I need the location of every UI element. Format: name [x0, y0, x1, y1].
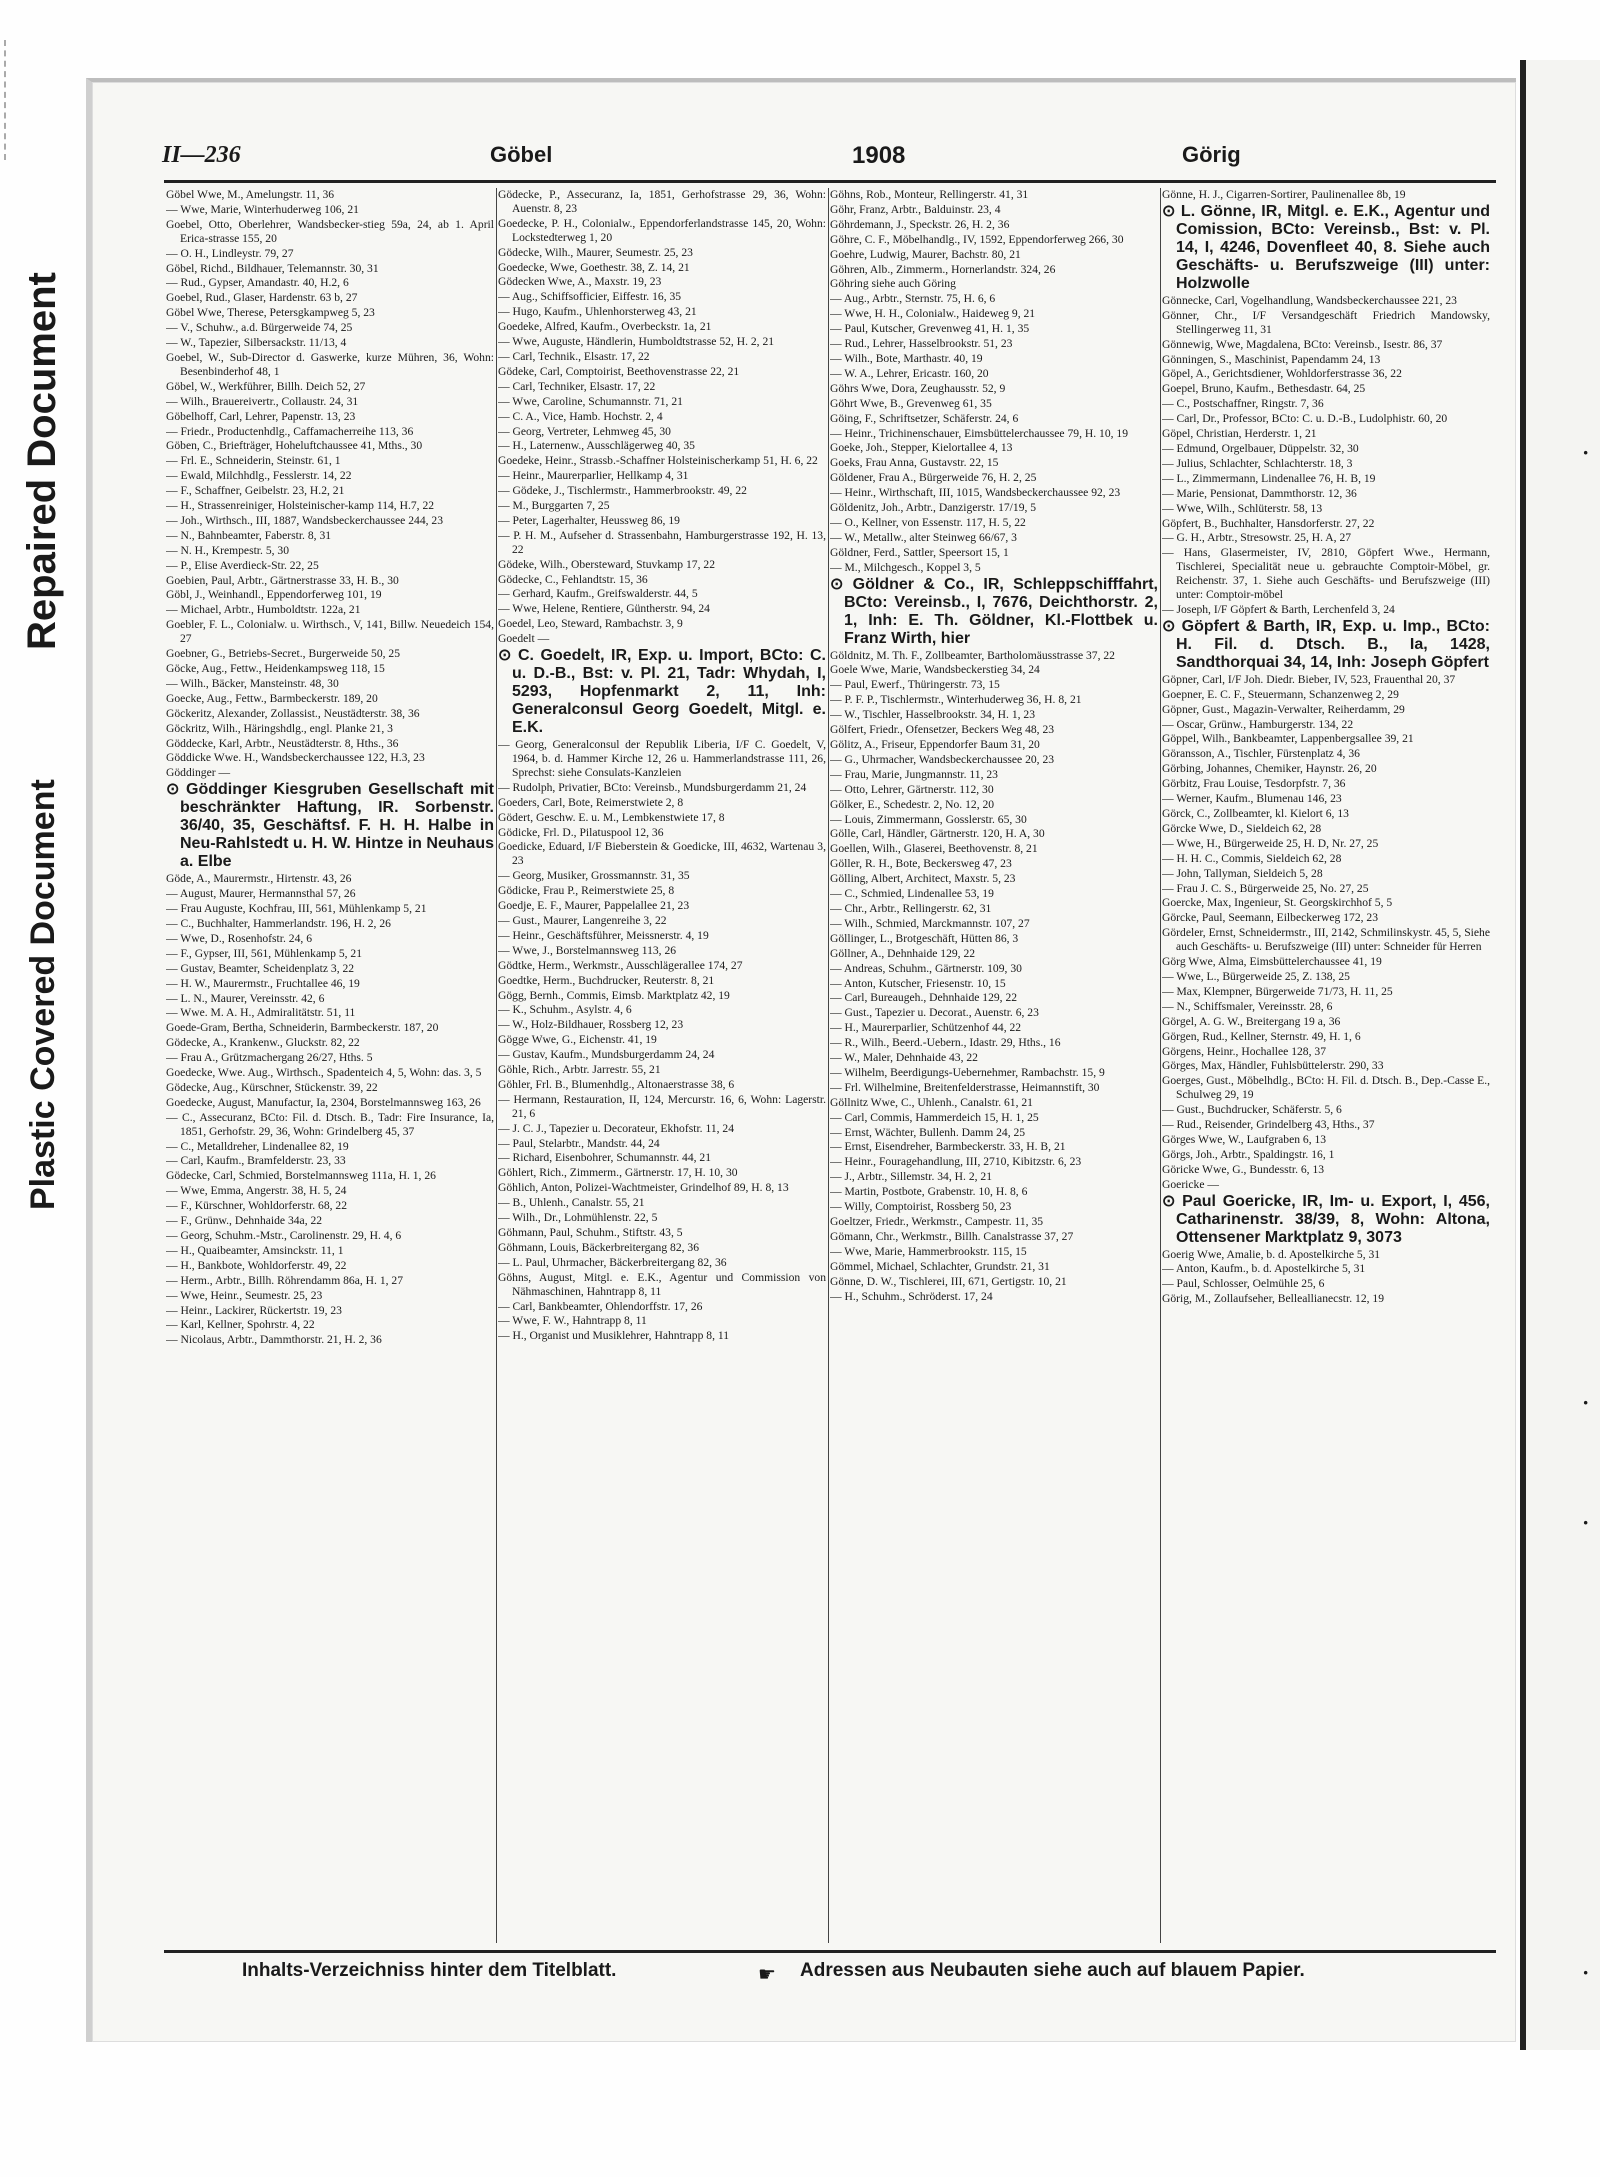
directory-entry: — Gust., Tapezier u. Decorat., Auenstr. 6, 23	[830, 1006, 1039, 1020]
header-last-name: Görig	[1182, 142, 1241, 167]
column-2	[498, 188, 826, 1943]
directory-entry: — Carl, Technik., Elsastr. 17, 22	[498, 349, 650, 363]
directory-entry: — H., Schuhm., Schröderst. 17, 24	[830, 1289, 993, 1303]
directory-entry: — Georg, Schuhm.-Mstr., Carolinenstr. 29, H. 4, 6	[166, 1229, 402, 1242]
directory-entry: Goedelt —	[498, 632, 550, 646]
directory-entry: Göhren, Alb., Zimmerm., Hornerlandstr. 324, 26	[830, 262, 1056, 276]
directory-entry: — Wwe, H., Bürgerweide 25, H. D, Nr. 27, 25	[1162, 836, 1379, 850]
header-year: 1908	[852, 142, 906, 169]
directory-entry: — N. H., Krempestr. 5, 30	[166, 543, 290, 557]
directory-entry: — Wilh., Schmied, Marckmannstr. 107, 27	[830, 916, 1030, 930]
directory-entry: Görcke, Paul, Seemann, Eilbeckerweg 172, 23	[1162, 911, 1379, 925]
directory-entry: — K., Schuhm., Asylstr. 4, 6	[498, 1003, 632, 1017]
directory-entry: Gödecke, P., Assecuranz, Ia, 1851, Gerhofstrasse 29, 36, Wohn: Auenstr. 8, 23	[498, 188, 826, 215]
directory-entry: Göhns, Rob., Monteur, Rellingerstr. 41, 31	[830, 188, 1029, 201]
directory-entry: — O. H., Lindleystr. 79, 27	[166, 246, 294, 260]
directory-entry: Gölle, Carl, Händler, Gärtnerstr. 120, H. A, 30	[830, 827, 1045, 841]
directory-entry: — C., Postschaffner, Ringstr. 7, 36	[1162, 397, 1324, 411]
directory-entry: — Hans, Glasermeister, IV, 2810, Göpfert Wwe., Hermann, Tischlerei, Specialität neue u. gebrauchte Comptoir-Möbel, gr. Reichenstr. 37, 1. Siehe auch Geschäfts- und Berufszweige (III) unter: Comptoir-möbel	[1162, 546, 1490, 602]
directory-entry: Göransson, A., Tischler, Fürstenplatz 4, 36	[1162, 747, 1360, 761]
directory-entry: Göhle, Rich., Arbtr. Jarrestr. 55, 21	[498, 1063, 661, 1077]
directory-entry: — Aug., Schiffsofficier, Eiffestr. 16, 35	[498, 290, 682, 304]
directory-entry: Goeders, Carl, Bote, Reimerstwiete 2, 8	[498, 795, 684, 809]
directory-entry: Gödeke, Wilh., Obersteward, Stuvkamp 17, 22	[498, 557, 715, 571]
directory-entry: — Ernst, Eisendreher, Barmbeckerstr. 33, H. B, 21	[830, 1140, 1066, 1154]
directory-entry: — Richard, Eisenbohrer, Schumannstr. 44, 21	[498, 1151, 712, 1165]
directory-entry: — L., Zimmermann, Lindenallee 76, H. B, 19	[1162, 471, 1376, 485]
directory-entry: — Chr., Arbtr., Rellingerstr. 62, 31	[830, 901, 992, 915]
directory-entry: Gönne, D. W., Tischlerei, III, 671, Gertigstr. 10, 21	[830, 1274, 1067, 1288]
directory-entry: — C., Assecuranz, BCto: Fil. d. Dtsch. B., Tadr: Fire Insurance, Ia, 1851, Gerhofstr. 29, 36, Wohn: Grindelberg 45, 37	[166, 1110, 494, 1138]
directory-entry: — H., Quaibeamter, Amsinckstr. 11, 1	[166, 1243, 344, 1257]
directory-entry: Gönner, Chr., I/F Versandgeschäft Friedrich Mandowsky, Stellingerweg 11, 31	[1162, 308, 1490, 336]
directory-entry: Göllnitz Wwe, C., Uhlenh., Canalstr. 61, 21	[830, 1095, 1033, 1109]
directory-entry: — Rud., Gypser, Amandastr. 40, H.2, 6	[166, 276, 349, 290]
directory-entry: — G., Uhrmacher, Wandsbeckerchaussee 20, 23	[830, 752, 1055, 766]
directory-entry: — Heinr., Geschäftsführer, Meissnerstr. 4, 19	[498, 928, 709, 942]
directory-entry: Göller, R. H., Bote, Beckersweg 47, 23	[830, 857, 1012, 871]
directory-entry: Gödecke, Carl, Schmied, Borstelmannsweg 111a, H. 1, 26	[166, 1169, 436, 1183]
page-number: II—236	[162, 142, 241, 168]
directory-entry: — Ernst, Wächter, Bullenh. Damm 24, 25	[830, 1125, 1026, 1139]
directory-entry: — C., Metalldreher, Lindenallee 82, 19	[166, 1139, 349, 1153]
directory-entry: Göldner, Ferd., Sattler, Speersort 15, 1	[830, 545, 1009, 559]
directory-entry: Göbl, J., Weinhandl., Eppendorferweg 101, 19	[166, 588, 382, 602]
directory-entry: — C., Schmied, Lindenallee 53, 19	[830, 887, 994, 901]
directory-entry: Göldenitz, Joh., Arbtr., Danzigerstr. 17/19, 5	[830, 501, 1037, 515]
footer-new-buildings-note: Adressen aus Neubauten siehe auch auf blauem Papier.	[800, 1960, 1305, 1981]
directory-entry: — Max, Klempner, Bürgerweide 71/73, H. 11, 25	[1162, 984, 1393, 998]
directory-entry: — Gerhard, Kaufm., Greifswalderstr. 44, 5	[498, 587, 698, 601]
directory-entry: Göhlich, Anton, Polizei-Wachtmeister, Grindelhof 89, H. 8, 13	[498, 1181, 789, 1195]
directory-entry: Goebler, F. L., Colonialw. u. Wirthsch., V, 141, Billw. Neuedeich 154, 27	[166, 618, 494, 646]
directory-entry: Görcke Wwe, D., Sieldeich 62, 28	[1162, 821, 1322, 835]
column-3	[830, 188, 1158, 1943]
directory-entry: Goedtke, Herm., Buchdrucker, Reuterstr. 8, 21	[498, 973, 715, 987]
directory-entry: — Paul, Kutscher, Grevenweg 41, H. 1, 35	[830, 322, 1030, 336]
directory-entry: — Heinr., Maurerparlier, Hellkamp 4, 31	[498, 469, 689, 483]
directory-entry: Gödecke, C., Fehlandtstr. 15, 36	[498, 572, 648, 586]
directory-entry: Göhring siehe auch Göring	[830, 277, 956, 291]
directory-entry: — Peter, Lagerhalter, Heussweg 86, 19	[498, 513, 680, 527]
directory-entry: Göckeritz, Alexander, Zollassist., Neustädterstr. 38, 36	[166, 706, 420, 720]
directory-entry: — Ewald, Milchhdlg., Fesslerstr. 14, 22	[166, 469, 352, 483]
repaired-document-label: Repaired Document	[20, 272, 64, 650]
directory-entry: — Martin, Postbote, Grabenstr. 10, H. 8, 6	[830, 1185, 1028, 1199]
directory-entry: Göhrdemann, J., Speckstr. 26, H. 2, 36	[830, 217, 1010, 231]
directory-entry: Gömann, Chr., Werkmstr., Billh. Canalstrasse 37, 27	[830, 1229, 1074, 1243]
directory-entry: — Rud., Reisender, Grindelberg 43, Hths., 37	[1162, 1118, 1375, 1132]
directory-entry: — Heinr., Fouragehandlung, III, 2710, Kibitzstr. 6, 23	[830, 1155, 1082, 1169]
side-label	[18, 120, 76, 1240]
directory-entry: — C., Buchhalter, Hammerlandstr. 196, H. 2, 26	[166, 916, 391, 930]
directory-entry: — Friedr., Productenhdlg., Caffamacherreihe 113, 36	[166, 424, 414, 438]
directory-entry: Goedeke, Alfred, Kaufm., Overbeckstr. 1a, 21	[498, 320, 712, 334]
directory-entry: — C. A., Vice, Hamb. Hochstr. 2, 4	[498, 409, 663, 423]
directory-entry: Gödtke, Herm., Werkmstr., Ausschlägerallee 174, 27	[498, 958, 743, 972]
directory-entry: — Paul, Schlosser, Oelmühle 25, 6	[1162, 1277, 1325, 1291]
directory-entry: Goeks, Frau Anna, Gustavstr. 22, 15	[830, 456, 999, 470]
directory-entry: Göhre, C. F., Möbelhandlg., IV, 1592, Eppendorferweg 266, 30	[830, 232, 1124, 246]
directory-page	[86, 78, 1516, 2042]
directory-entry: Göldener, Frau A., Bürgerweide 76, H. 2, 25	[830, 471, 1037, 485]
directory-entry: Gögge Wwe, G., Eichenstr. 41, 19	[498, 1033, 657, 1047]
directory-entry: — Wwe, Wilh., Schlüterstr. 58, 13	[1162, 501, 1323, 515]
directory-entry: — Anton, Kutscher, Friesenstr. 10, 15	[830, 976, 1006, 990]
directory-entry: Goedicke, Eduard, I/F Bieberstein & Goedicke, III, 4632, Wartenau 3, 23	[498, 840, 826, 868]
directory-entry: Görges, Max, Händler, Fuhlsbüttelerstr. 290, 33	[1162, 1059, 1384, 1073]
directory-entry: — J., Arbtr., Sillemstr. 34, H. 2, 21	[830, 1170, 993, 1184]
directory-entry: Göllinger, L., Brotgeschäft, Hütten 86, 3	[830, 931, 1019, 945]
directory-entry: Gödert, Geschw. E. u. M., Lembkenstwiete 17, 8	[498, 810, 725, 824]
directory-entry: — Heinr., Wirthschaft, III, 1015, Wandsbeckerchaussee 92, 23	[830, 486, 1121, 500]
directory-entry: Göpner, Gust., Magazin-Verwalter, Reiherdamm, 29	[1162, 702, 1405, 716]
directory-entry: — Anton, Kaufm., b. d. Apostelkirche 5, 31	[1162, 1262, 1366, 1276]
directory-entry: Göbel, Richd., Bildhauer, Telemannstr. 30, 31	[166, 261, 379, 275]
directory-entry: — Gödeke, J., Tischlermstr., Hammerbrookstr. 49, 22	[498, 484, 747, 498]
directory-entry: Göppel, Wilh., Bankbeamter, Lappenbergsallee 39, 21	[1162, 732, 1414, 746]
directory-entry: — Frl. E., Schneiderin, Steinstr. 61, 1	[166, 454, 341, 468]
directory-entry: — Frau A., Grützmachergang 26/27, Hths. 5	[166, 1051, 373, 1065]
directory-entry: Göddicke Wwe. H., Wandsbeckerchaussee 122, H.3, 23	[166, 751, 425, 765]
plastic-covered-label: Plastic Covered Document	[24, 779, 62, 1210]
directory-entry: Göddinger —	[166, 766, 231, 780]
directory-entry: — H., Strassenreiniger, Holsteinischer-kamp 114, H.7, 22	[166, 499, 435, 513]
directory-entry: Göhler, Frl. B., Blumenhdlg., Altonaerstrasse 38, 6	[498, 1077, 735, 1091]
directory-entry: — Wwe, Marie, Hammerbrookstr. 115, 15	[830, 1244, 1027, 1258]
directory-entry: Görgel, A. G. W., Breitergang 19 a, 36	[1162, 1014, 1341, 1028]
directory-entry: — R., Wilh., Beerd.-Uebern., Idastr. 29, Hths., 16	[830, 1036, 1061, 1050]
directory-entry: — Aug., Arbtr., Sternstr. 75, H. 6, 6	[830, 292, 996, 306]
directory-entry: — Wwe, H. H., Colonialw., Haideweg 9, 21	[830, 307, 1036, 321]
directory-entry: Goebel, Otto, Oberlehrer, Wandsbecker-stieg 59a, 24, ab 1. April Erica-strasse 155, 20	[166, 217, 494, 245]
directory-entry: — Joh., Wirthsch., III, 1887, Wandsbeckerchaussee 244, 23	[166, 513, 444, 527]
directory-entry: — H. H. C., Commis, Sieldeich 62, 28	[1162, 851, 1342, 865]
directory-entry: Göpel, Christian, Herderstr. 1, 21	[1162, 427, 1317, 441]
directory-entry: — Marie, Pensionat, Dammthorstr. 12, 36	[1162, 486, 1357, 500]
directory-entry: Göricke Wwe, G., Bundesstr. 6, 13	[1162, 1162, 1325, 1176]
directory-entry: Göhrt Wwe, B., Grevenweg 61, 35	[830, 396, 992, 410]
directory-entry: — F., Grünw., Dehnhaide 34a, 22	[166, 1214, 323, 1228]
directory-entry: — Hugo, Kaufm., Uhlenhorsterweg 43, 21	[498, 305, 697, 319]
directory-entry: Gölling, Albert, Architect, Maxstr. 5, 23	[830, 872, 1016, 886]
directory-entry: — F., Kürschner, Wohldorferstr. 68, 22	[166, 1199, 348, 1213]
directory-entry: Goebel, W., Sub-Director d. Gaswerke, kurze Mühren, 36, Wohn: Besenbinderhof 48, 1	[166, 350, 494, 378]
directory-entry: Görg Wwe, Alma, Eimsbüttelerchaussee 41, 19	[1162, 955, 1382, 969]
directory-entry: — W. A., Lehrer, Ericastr. 160, 20	[830, 366, 989, 380]
directory-entry: — W., Tapezier, Silbersackstr. 11/13, 4	[166, 336, 347, 350]
directory-entry: ⊙ Paul Goericke, IR, Im- u. Export, I, 456, Catharinenstr. 38/39, 8, Wohn: Altona, Ottensener Marktplatz 9, 3073	[1162, 1192, 1490, 1246]
directory-entry: — Wwe, Helene, Rentiere, Güntherstr. 94, 24	[498, 602, 710, 616]
directory-entry: — W., Holz-Bildhauer, Rossberg 12, 23	[498, 1018, 684, 1032]
directory-entry: — Edmund, Orgelbauer, Düppelstr. 32, 30	[1162, 441, 1359, 455]
directory-entry: — Hermann, Restauration, II, 124, Mercurstr. 16, 6, Wohn: Lagerstr. 21, 6	[498, 1092, 826, 1120]
directory-entry: Goede-Gram, Bertha, Schneiderin, Barmbeckerstr. 187, 20	[166, 1021, 439, 1035]
directory-entry: — N., Bahnbeamter, Faberstr. 8, 31	[166, 528, 332, 542]
directory-entry: Göing, F., Schriftsetzer, Schäferstr. 24, 6	[830, 411, 1019, 425]
directory-entry: — W., Tischler, Hasselbrookstr. 34, H. 1, 23	[830, 708, 1036, 722]
directory-entry: Görck, C., Zollbeamter, kl. Kielort 6, 13	[1162, 807, 1349, 820]
directory-entry: Göpel, A., Gerichtsdiener, Wohldorferstrasse 36, 22	[1162, 367, 1402, 381]
directory-entry: — Carl, Bureaugeh., Dehnhaide 129, 22	[830, 991, 1018, 1005]
directory-entry: — Carl, Bankbeamter, Ohlendorffstr. 17, 26	[498, 1299, 703, 1313]
directory-entry: — Michael, Arbtr., Humboldtstr. 122a, 21	[166, 603, 361, 617]
directory-entry: Gödecke, Aug., Kürschner, Stückenstr. 39, 22	[166, 1080, 378, 1094]
directory-entry: — V., Schuhw., a.d. Bürgerweide 74, 25	[166, 321, 353, 335]
directory-entry: Gömmel, Michael, Schlachter, Grundstr. 21, 31	[830, 1259, 1050, 1273]
directory-entry: — J. C. J., Tapezier u. Decorateur, Ekhofstr. 11, 24	[498, 1121, 735, 1135]
directory-entry: — M., Burggarten 7, 25	[498, 499, 610, 513]
directory-entry: Göhns, August, Mitgl. e. E.K., Agentur und Commission von Nähmaschinen, Hahntrapp 8, 11	[498, 1270, 826, 1298]
directory-entry: — Julius, Schlachter, Schlachterstr. 18, 3	[1162, 456, 1353, 470]
directory-entry: — H., Laternenw., Ausschlägerweg 40, 35	[498, 439, 695, 453]
directory-entry: — Nicolaus, Arbtr., Dammthorstr. 21, H. 2, 36	[166, 1333, 382, 1347]
page-header	[162, 142, 1502, 176]
directory-entry: — Paul, Ewerf., Thüringerstr. 73, 15	[830, 678, 1000, 692]
adjacent-page-edge: · · · ·	[1520, 60, 1600, 2050]
directory-entry: Goericke —	[1162, 1177, 1219, 1191]
directory-entry: — Wwe, Emma, Angerstr. 38, H. 5, 24	[166, 1184, 347, 1198]
directory-entry: Goedeke, Heinr., Strassb.-Schaffner Holsteinischerkamp 51, H. 6, 22	[498, 454, 818, 468]
directory-entry: — Wilh., Bote, Marthastr. 40, 19	[830, 351, 983, 365]
directory-entry: — Oscar, Grünw., Hamburgerstr. 134, 22	[1162, 717, 1354, 731]
directory-entry: Goellen, Wilh., Glaserei, Beethovenstr. 8, 21	[830, 842, 1038, 856]
column-divider	[828, 188, 829, 1943]
directory-entry: Göldnitz, M. Th. F., Zollbeamter, Bartholomäusstrasse 37, 22	[830, 648, 1115, 662]
directory-entry: — Wwe, Heinr., Seumestr. 25, 23	[166, 1288, 323, 1302]
directory-entry: — Georg, Musiker, Grossmannstr. 31, 35	[498, 869, 690, 883]
directory-entry: Görgs, Joh., Arbtr., Spaldingstr. 16, 1	[1162, 1147, 1335, 1161]
directory-entry: Gönnewig, Wwe, Magdalena, BCto: Vereinsb., Isestr. 86, 37	[1162, 337, 1443, 351]
directory-entry: Göhmann, Louis, Bäckerbreitergang 82, 36	[498, 1240, 700, 1254]
directory-entry: — H., Bankbote, Wohldorferstr. 49, 22	[166, 1258, 347, 1272]
directory-entry: — Wwe, Caroline, Schumannstr. 71, 21	[498, 394, 683, 408]
column-divider	[1160, 188, 1161, 1943]
directory-entry: Goehre, Ludwig, Maurer, Bachstr. 80, 21	[830, 247, 1021, 261]
directory-entry: — Rudolph, Privatier, BCto: Vereinsb., Mundsburgerdamm 21, 24	[498, 780, 807, 794]
directory-entry: — Wwe, D., Rosenhofstr. 24, 6	[166, 931, 312, 945]
column-divider	[496, 188, 497, 1943]
directory-entry: — Paul, Stelarbtr., Mandstr. 44, 24	[498, 1136, 660, 1150]
directory-entry: Gödecke, A., Krankenw., Gluckstr. 82, 22	[166, 1036, 360, 1050]
directory-entry: — F., Schaffner, Geibelstr. 23, H.2, 21	[166, 484, 345, 498]
directory-entry: Goeke, Joh., Stepper, Kielortallee 4, 13	[830, 441, 1013, 455]
directory-entry: Göhmann, Paul, Schuhm., Stiftstr. 43, 5	[498, 1226, 683, 1239]
directory-entry: Gönne, H. J., Cigarren-Sortirer, Paulinenallee 8b, 19	[1162, 188, 1406, 201]
directory-entry: Göbel, W., Werkführer, Billh. Deich 52, 27	[166, 379, 366, 393]
directory-entry: Gödicke, Frl. D., Pilatuspool 12, 36	[498, 825, 664, 839]
footer-rule	[164, 1950, 1496, 1953]
directory-entry: — Georg, Vertreter, Lehmweg 45, 30	[498, 424, 671, 438]
directory-entry: Göpner, Carl, I/F Joh. Diedr. Bieber, IV, 523, Frauenthal 20, 37	[1162, 672, 1456, 686]
directory-entry: — Carl, Techniker, Elsastr. 17, 22	[498, 379, 656, 393]
directory-entry: ⊙ L. Gönne, IR, Mitgl. e. E.K., Agentur und Comission, BCto: Vereinsb., Bst: v. Pl. 14, I, 4246, Dovenfleet 40, 8. Siehe auch Geschäfts- u. Berufszweige (III) unter: Holzwolle	[1162, 202, 1490, 292]
directory-entry: — Wwe, J., Borstelmannsweg 113, 26	[498, 943, 677, 957]
directory-entry: — Wilh., Brauereivertr., Collaustr. 24, 31	[166, 394, 359, 408]
directory-entry: — Joseph, I/F Göpfert & Barth, Lerchenfeld 3, 24	[1162, 602, 1395, 616]
directory-entry: Görgens, Heinr., Hochallee 128, 37	[1162, 1044, 1326, 1058]
directory-entry: Goedecke, August, Manufactur, Ia, 2304, Borstelmannsweg 163, 26	[166, 1095, 481, 1109]
directory-entry: — Wwe, Auguste, Händlerin, Humboldtstrasse 52, H. 2, 21	[498, 335, 775, 349]
directory-entry: Görig, M., Zollaufseher, Belleallianecstr. 12, 19	[1162, 1292, 1385, 1306]
directory-entry: — Gustav, Beamter, Scheidenplatz 3, 22	[166, 961, 355, 975]
directory-entry: — B., Uhlenh., Canalstr. 55, 21	[498, 1196, 645, 1210]
directory-entry: Göben, C., Briefträger, Hoheluftchaussee 41, Mths., 30	[166, 439, 423, 453]
directory-entry: Göcke, Aug., Fettw., Heidenkampsweg 118, 15	[166, 662, 385, 675]
directory-entry: — P. H. M., Aufseher d. Strassenbahn, Hamburgerstrasse 192, H. 13, 22	[498, 528, 826, 556]
directory-entry: Goercke, Max, Ingenieur, St. Georgskirchhof 5, 5	[1162, 896, 1393, 910]
directory-entry: Göckritz, Wilh., Häringshdlg., engl. Planke 21, 3	[166, 721, 393, 735]
directory-entry: — G. H., Arbtr., Stresowstr. 25, H. A, 27	[1162, 531, 1352, 545]
directory-entry: — P., Elise Averdieck-Str. 22, 25	[166, 558, 319, 572]
directory-entry: Göhrs Wwe, Dora, Zeughausstr. 52, 9	[830, 381, 1006, 395]
directory-entry: — L. Paul, Uhrmacher, Bäckerbreitergang 82, 36	[498, 1255, 727, 1269]
directory-entry: — M., Milchgesch., Koppel 3, 5	[830, 560, 981, 574]
directory-entry: ⊙ Göpfert & Barth, IR, Exp. u. Imp., BCto: H. Fil. d. Dtsch. B., Ia, 1428, Sandthorquai 34, 14, Inh: Joseph Göpfert	[1162, 617, 1490, 671]
column-4	[1162, 188, 1490, 1943]
directory-entry: — H., Organist und Musiklehrer, Hahntrapp 8, 11	[498, 1329, 730, 1343]
directory-entry: — Werner, Kaufm., Blumenau 146, 23	[1162, 792, 1342, 806]
directory-entry: — P. F. P., Tischlermstr., Winterhuderweg 36, H. 8, 21	[830, 693, 1082, 707]
directory-entry: — Rud., Lehrer, Hasselbrookstr. 51, 23	[830, 337, 1013, 351]
directory-entry: Gölfert, Friedr., Ofensetzer, Beckers Weg 48, 23	[830, 723, 1055, 737]
directory-entry: — Heinr., Trichinenschauer, Eimsbüttelerchaussee 79, H. 10, 19	[830, 426, 1129, 440]
directory-entry: Göllner, A., Dehnhaide 129, 22	[830, 946, 976, 960]
directory-entry: Goedecke, Wwe, Goethestr. 38, Z. 14, 21	[498, 260, 690, 274]
header-rule	[164, 180, 1496, 183]
directory-entry: Goerges, Gust., Möbelhdlg., BCto: H. Fil. d. Dtsch. B., Dep.-Casse E., Schulweg 29, 19	[1162, 1074, 1490, 1102]
directory-entry: Göhr, Franz, Arbtr., Balduinstr. 23, 4	[830, 202, 1001, 216]
directory-entry: — Wilh., Dr., Lohmühlenstr. 22, 5	[498, 1211, 658, 1225]
directory-entry: Görges Wwe, W., Laufgraben 6, 13	[1162, 1132, 1327, 1146]
directory-entry: — Andreas, Schuhm., Gärtnerstr. 109, 30	[830, 961, 1022, 975]
directory-entry: Gödecke, Wilh., Maurer, Seumestr. 25, 23	[498, 245, 693, 259]
directory-entry: Goedel, Leo, Steward, Rambachstr. 3, 9	[498, 617, 683, 631]
directory-entry: Goedecke, Wwe. Aug., Wirthsch., Spadenteich 4, 5, Wohn: das. 3, 5	[166, 1066, 482, 1080]
directory-entry: Goepner, E. C. F., Steuermann, Schanzenweg 2, 29	[1162, 687, 1399, 701]
directory-entry: Gögg, Bernh., Commis, Eimsb. Marktplatz 42, 19	[498, 988, 730, 1002]
tear-margin	[4, 40, 14, 160]
directory-entry: Goebien, Paul, Arbtr., Gärtnerstrasse 33, H. B., 30	[166, 573, 399, 587]
directory-entry: — Herm., Arbtr., Billh. Röhrendamm 86a, H. 1, 27	[166, 1273, 404, 1287]
directory-entry: — W., Maler, Dehnhaide 43, 22	[830, 1051, 978, 1065]
directory-entry: — Carl, Commis, Hammerdeich 15, H. 1, 25	[830, 1110, 1039, 1124]
footer-index-note: Inhalts-Verzeichniss hinter dem Titelblatt.	[242, 1960, 617, 1981]
directory-entry: — Wwe, L., Bürgerweide 25, Z. 138, 25	[1162, 969, 1350, 983]
directory-entry: — Frau J. C. S., Bürgerweide 25, No. 27, 25	[1162, 881, 1369, 895]
directory-entry: — F., Gypser, III, 561, Mühlenkamp 5, 21	[166, 946, 363, 960]
directory-entry: — L. N., Maurer, Vereinsstr. 42, 6	[166, 991, 325, 1005]
directory-entry: — W., Metallw., alter Steinweg 66/67, 3	[830, 530, 1017, 544]
directory-entry: — Carl, Dr., Professor, BCto: C. u. D.-B., Ludolphistr. 60, 20	[1162, 412, 1448, 426]
directory-entry: Goebner, G., Betriebs-Secret., Burgerweide 50, 25	[166, 647, 401, 661]
directory-entry: Gönnecke, Carl, Vogelhandlung, Wandsbeckerchaussee 221, 23	[1162, 293, 1457, 307]
directory-entry: Goebel, Rud., Glaser, Hardenstr. 63 b, 27	[166, 291, 358, 305]
directory-entry: Goepel, Bruno, Kaufm., Bethesdastr. 64, 25	[1162, 382, 1366, 396]
directory-entry: Göbel Wwe, M., Amelungstr. 11, 36	[166, 188, 335, 201]
directory-entry: — O., Kellner, von Essenstr. 117, H. 5, 22	[830, 515, 1026, 529]
directory-entry: — Wwe, Marie, Winterhuderweg 106, 21	[166, 202, 359, 216]
directory-entry: — Wilhelm, Beerdigungs-Uebernehmer, Rambachstr. 15, 9	[830, 1065, 1105, 1079]
directory-entry: Gölker, E., Schedestr. 2, No. 12, 20	[830, 797, 995, 811]
directory-entry: Görbing, Johannes, Chemiker, Haynstr. 26, 20	[1162, 762, 1377, 776]
directory-entry: Goeltzer, Friedr., Werkmstr., Campestr. 11, 35	[830, 1215, 1044, 1228]
directory-entry: — Frl. Wilhelmine, Breitenfelderstrasse, Heimannstift, 30	[830, 1080, 1100, 1094]
directory-entry: — H. W., Maurermstr., Fruchtallee 46, 19	[166, 976, 360, 990]
directory-entry: Göddecke, Karl, Arbtr., Neustädterstr. 8, Hths., 36	[166, 736, 399, 750]
directory-entry: — Wwe. M. A. H., Admiralitätstr. 51, 11	[166, 1006, 356, 1020]
directory-entry: — Wwe, F. W., Hahntrapp 8, 11	[498, 1314, 647, 1328]
directory-entry: — Frau Auguste, Kochfrau, III, 561, Mühlenkamp 5, 21	[166, 902, 427, 916]
directory-entry: — Georg, Generalconsul der Republik Liberia, I/F C. Goedelt, V, 1964, b. d. Hammer Kirche 12, 26 u. Hammerlandstrasse 111, 26, Sprechst: siehe Consulats-Kanzleien	[498, 738, 826, 779]
directory-entry: — Karl, Kellner, Spohrstr. 4, 22	[166, 1318, 315, 1332]
directory-entry: Görbitz, Frau Louise, Tesdorpfstr. 7, 36	[1162, 777, 1346, 791]
directory-entry: Goerig Wwe, Amalie, b. d. Apostelkirche 5, 31	[1162, 1247, 1381, 1261]
column-1	[166, 188, 494, 1943]
directory-entry: Goecke, Aug., Fettw., Barmbeckerstr. 189, 20	[166, 691, 378, 705]
directory-entry: Görgen, Rud., Kellner, Sternstr. 49, H. 1, 6	[1162, 1029, 1361, 1043]
directory-entry: — Carl, Kaufm., Bramfelderstr. 23, 33	[166, 1154, 346, 1168]
directory-entry: Gördeler, Ernst, Schneidermstr., III, 2142, Schmilinskystr. 45, 5, Siehe auch Geschäfts- u. Berufszweige (III) unter: Schneider für Herren	[1162, 926, 1490, 954]
pointing-hand-icon: ☛	[758, 1964, 776, 1986]
directory-entry: — N., Schiffsmaler, Vereinsstr. 28, 6	[1162, 999, 1333, 1013]
directory-entry: — Heinr., Lackirer, Rückertstr. 19, 23	[166, 1303, 342, 1317]
directory-entry: Goedje, E. F., Maurer, Pappelallee 21, 23	[498, 899, 690, 913]
directory-entry: — Willy, Comptoirist, Rossberg 50, 23	[830, 1200, 1012, 1214]
directory-entry: — Frau, Marie, Jungmannstr. 11, 23	[830, 767, 998, 781]
directory-entry: Göbelhoff, Carl, Lehrer, Papenstr. 13, 23	[166, 409, 356, 423]
directory-entry: Gödecken Wwe, A., Maxstr. 19, 23	[498, 275, 662, 289]
directory-entry: — H., Maurerparlier, Schützenhof 44, 22	[830, 1021, 1022, 1035]
directory-entry: — John, Tallyman, Sieldeich 5, 28	[1162, 866, 1323, 880]
directory-entry: Gölitz, A., Friseur, Eppendorfer Baum 31, 20	[830, 738, 1040, 751]
directory-entry: Gödeke, Carl, Comptoirist, Beethovenstrasse 22, 21	[498, 364, 740, 378]
directory-entry: ⊙ C. Goedelt, IR, Exp. u. Import, BCto: C. u. D.-B., Bst: v. Pl. 21, Tadr: Whydah, I, 5293, Hopfenmarkt 2, 11, Inh: Generalconsul Georg Goedelt, Mitgl. e. E.K.	[498, 647, 826, 737]
directory-entry: Göhlert, Rich., Zimmerm., Gärtnerstr. 17, H. 10, 30	[498, 1166, 738, 1180]
directory-entry: — Wilh., Bäcker, Mansteinstr. 48, 30	[166, 676, 339, 690]
directory-entry: Gödicke, Frau P., Reimerstwiete 25, 8	[498, 884, 675, 898]
directory-entry: ⊙ Göldner & Co., IR, Schleppschifffahrt, BCto: Vereinsb., I, 7676, Deichthorstr. 2, 1, Inh: E. Th. Göldner, Kl.-Flottbek u. Franz Wirth, hier	[830, 575, 1158, 647]
directory-entry: — August, Maurer, Hermannsthal 57, 26	[166, 887, 356, 901]
directory-entry: — Gust., Buchdrucker, Schäferstr. 5, 6	[1162, 1103, 1342, 1117]
directory-entry: — Gustav, Kaufm., Mundsburgerdamm 24, 24	[498, 1048, 715, 1062]
header-first-name: Göbel	[490, 142, 553, 167]
directory-entry: ⊙ Göddinger Kiesgruben Gesellschaft mit beschränkter Haftung, IR. Sorbenstr. 36/40, 35, Geschäftsf. F. H. H. Halbe in Neu-Rahlstedt u. H. W. Hintze in Neuhaus a. Elbe	[166, 781, 494, 871]
directory-entry: — Otto, Lehrer, Gärtnerstr. 112, 30	[830, 782, 994, 796]
directory-entry: Göpfert, B., Buchhalter, Hansdorferstr. 27, 22	[1162, 516, 1375, 530]
directory-entry: Gönningen, S., Maschinist, Papendamm 24, 13	[1162, 352, 1381, 366]
directory-entry: Goedecke, P. H., Colonialw., Eppendorferlandstrasse 145, 20, Wohn: Lockstedterweg 1, 20	[498, 216, 826, 244]
directory-entry: — Gust., Maurer, Langenreihe 3, 22	[498, 913, 667, 927]
directory-entry: — Louis, Zimmermann, Gosslerstr. 65, 30	[830, 812, 1027, 826]
directory-entry: Goele Wwe, Marie, Wandsbeckerstieg 34, 24	[830, 663, 1040, 677]
directory-entry: Göde, A., Maurermstr., Hirtenstr. 43, 26	[166, 872, 352, 886]
directory-entry: Göbel Wwe, Therese, Petersgkampweg 5, 23	[166, 306, 375, 320]
